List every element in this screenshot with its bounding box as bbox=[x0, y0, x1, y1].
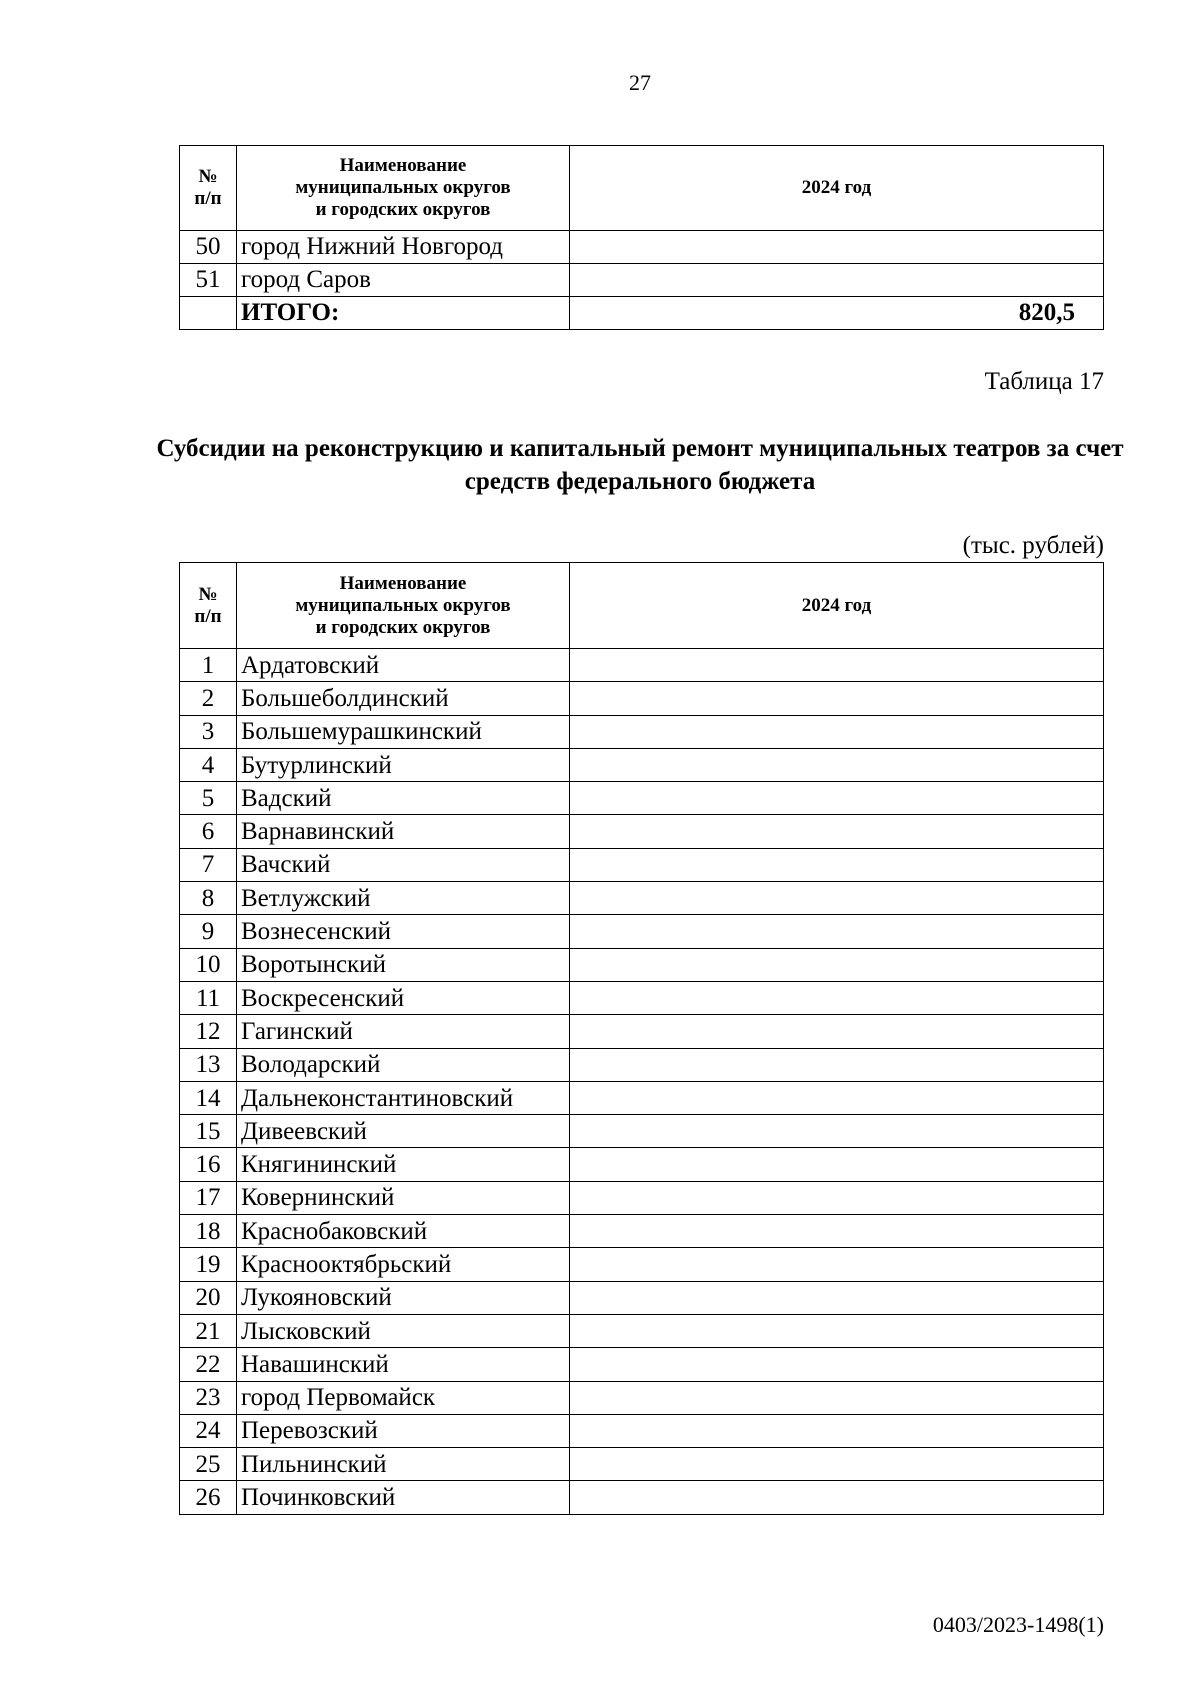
amount-cell bbox=[570, 1314, 1104, 1347]
amount-cell bbox=[570, 715, 1104, 748]
row-number: 8 bbox=[180, 882, 237, 915]
district-name: Дальнеконстантиновский bbox=[237, 1081, 570, 1114]
table-row bbox=[180, 1448, 1104, 1481]
row-number: 2 bbox=[180, 682, 237, 715]
table-row bbox=[180, 848, 1104, 881]
district-name: Лукояновский bbox=[237, 1281, 570, 1314]
amount-cell bbox=[570, 1448, 1104, 1481]
amount-cell bbox=[570, 231, 1104, 264]
table-row bbox=[180, 682, 1104, 715]
continued-subsidy-table bbox=[179, 145, 1104, 330]
table-row bbox=[180, 1015, 1104, 1048]
district-name: Вачский bbox=[237, 848, 570, 881]
amount-cell bbox=[570, 1015, 1104, 1048]
header-name: Наименование муниципальных округов и городских округов bbox=[237, 563, 570, 649]
amount-cell bbox=[570, 1248, 1104, 1281]
table-header-row bbox=[180, 563, 1104, 649]
row-number: 50 bbox=[180, 231, 237, 264]
header-year: 2024 год bbox=[570, 146, 1104, 231]
amount-cell bbox=[570, 1181, 1104, 1214]
total-value: 820,5 bbox=[570, 297, 1104, 330]
district-name: Дивеевский bbox=[237, 1115, 570, 1148]
row-number: 24 bbox=[180, 1414, 237, 1447]
amount-cell bbox=[570, 882, 1104, 915]
amount-cell bbox=[570, 682, 1104, 715]
amount-cell bbox=[570, 1381, 1104, 1414]
header-name: Наименование муниципальных округов и городских округов bbox=[237, 146, 570, 231]
table-label: Таблица 17 bbox=[984, 368, 1104, 395]
amount-cell bbox=[570, 748, 1104, 781]
district-name: город Саров bbox=[237, 264, 570, 297]
table-row bbox=[180, 1148, 1104, 1181]
amount-cell bbox=[570, 1281, 1104, 1314]
district-name: Варнавинский bbox=[237, 815, 570, 848]
row-number: 15 bbox=[180, 1115, 237, 1148]
table-row bbox=[180, 715, 1104, 748]
district-name: Навашинский bbox=[237, 1348, 570, 1381]
district-name: Вознесенский bbox=[237, 915, 570, 948]
amount-cell bbox=[570, 1115, 1104, 1148]
row-number: 4 bbox=[180, 748, 237, 781]
district-name: город Первомайск bbox=[237, 1381, 570, 1414]
amount-cell bbox=[570, 1215, 1104, 1248]
theater-subsidy-table bbox=[179, 562, 1104, 1515]
district-name: Лысковский bbox=[237, 1314, 570, 1347]
district-name: Княгининский bbox=[237, 1148, 570, 1181]
district-name: Перевозский bbox=[237, 1414, 570, 1447]
district-name: Краснооктябрьский bbox=[237, 1248, 570, 1281]
district-name: Краснобаковский bbox=[237, 1215, 570, 1248]
row-number: 26 bbox=[180, 1481, 237, 1514]
district-name: Большеболдинский bbox=[237, 682, 570, 715]
table-header-row bbox=[180, 146, 1104, 231]
table-row bbox=[180, 915, 1104, 948]
total-row bbox=[180, 297, 1104, 330]
table-row bbox=[180, 1381, 1104, 1414]
row-number: 3 bbox=[180, 715, 237, 748]
header-num: № п/п bbox=[180, 146, 237, 231]
amount-cell bbox=[570, 782, 1104, 815]
row-number: 13 bbox=[180, 1048, 237, 1081]
total-number-cell bbox=[180, 297, 237, 330]
unit-label: (тыс. рублей) bbox=[962, 532, 1104, 559]
district-name: Вадский bbox=[237, 782, 570, 815]
district-name: Гагинский bbox=[237, 1015, 570, 1048]
table-row bbox=[180, 264, 1104, 297]
amount-cell bbox=[570, 1481, 1104, 1514]
row-number: 9 bbox=[180, 915, 237, 948]
district-name: город Нижний Новгород bbox=[237, 231, 570, 264]
row-number: 23 bbox=[180, 1381, 237, 1414]
row-number: 20 bbox=[180, 1281, 237, 1314]
row-number: 7 bbox=[180, 848, 237, 881]
document-code: 0403/2023-1498(1) bbox=[932, 1612, 1104, 1637]
table-row bbox=[180, 1481, 1104, 1514]
table-row bbox=[180, 1215, 1104, 1248]
row-number: 17 bbox=[180, 1181, 237, 1214]
table-row bbox=[180, 1181, 1104, 1214]
district-name: Ардатовский bbox=[237, 649, 570, 682]
table-row bbox=[180, 649, 1104, 682]
district-name: Ковернинский bbox=[237, 1181, 570, 1214]
total-label: ИТОГО: bbox=[237, 297, 570, 330]
amount-cell bbox=[570, 1081, 1104, 1114]
row-number: 10 bbox=[180, 948, 237, 981]
row-number: 14 bbox=[180, 1081, 237, 1114]
district-name: Бутурлинский bbox=[237, 748, 570, 781]
table-row bbox=[180, 1081, 1104, 1114]
amount-cell bbox=[570, 948, 1104, 981]
header-year: 2024 год bbox=[570, 563, 1104, 649]
row-number: 1 bbox=[180, 649, 237, 682]
table-row bbox=[180, 748, 1104, 781]
row-number: 21 bbox=[180, 1314, 237, 1347]
table-row bbox=[180, 231, 1104, 264]
row-number: 16 bbox=[180, 1148, 237, 1181]
document-title: Субсидии на реконструкцию и капитальный ремонт муниципальных театров за счет средств федерального бюджета bbox=[156, 435, 1124, 495]
amount-cell bbox=[570, 1414, 1104, 1447]
page-number: 27 bbox=[629, 70, 651, 95]
row-number: 51 bbox=[180, 264, 237, 297]
table-row bbox=[180, 1248, 1104, 1281]
row-number: 12 bbox=[180, 1015, 237, 1048]
table-row bbox=[180, 1348, 1104, 1381]
amount-cell bbox=[570, 815, 1104, 848]
district-name: Ветлужский bbox=[237, 882, 570, 915]
amount-cell bbox=[570, 915, 1104, 948]
table-row bbox=[180, 782, 1104, 815]
table-row bbox=[180, 948, 1104, 981]
row-number: 11 bbox=[180, 981, 237, 1014]
row-number: 19 bbox=[180, 1248, 237, 1281]
table-row bbox=[180, 1281, 1104, 1314]
table-row bbox=[180, 815, 1104, 848]
district-name: Починковский bbox=[237, 1481, 570, 1514]
row-number: 18 bbox=[180, 1215, 237, 1248]
amount-cell bbox=[570, 649, 1104, 682]
table-row bbox=[180, 1314, 1104, 1347]
amount-cell bbox=[570, 1148, 1104, 1181]
table-row bbox=[180, 1115, 1104, 1148]
table-row bbox=[180, 1048, 1104, 1081]
row-number: 25 bbox=[180, 1448, 237, 1481]
header-num: № п/п bbox=[180, 563, 237, 649]
row-number: 5 bbox=[180, 782, 237, 815]
table-row bbox=[180, 882, 1104, 915]
amount-cell bbox=[570, 848, 1104, 881]
district-name: Воротынский bbox=[237, 948, 570, 981]
district-name: Большемурашкинский bbox=[237, 715, 570, 748]
amount-cell bbox=[570, 981, 1104, 1014]
district-name: Володарский bbox=[237, 1048, 570, 1081]
amount-cell bbox=[570, 1048, 1104, 1081]
amount-cell bbox=[570, 1348, 1104, 1381]
district-name: Воскресенский bbox=[237, 981, 570, 1014]
amount-cell bbox=[570, 264, 1104, 297]
district-name: Пильнинский bbox=[237, 1448, 570, 1481]
row-number: 6 bbox=[180, 815, 237, 848]
table-row bbox=[180, 1414, 1104, 1447]
table-row bbox=[180, 981, 1104, 1014]
row-number: 22 bbox=[180, 1348, 237, 1381]
